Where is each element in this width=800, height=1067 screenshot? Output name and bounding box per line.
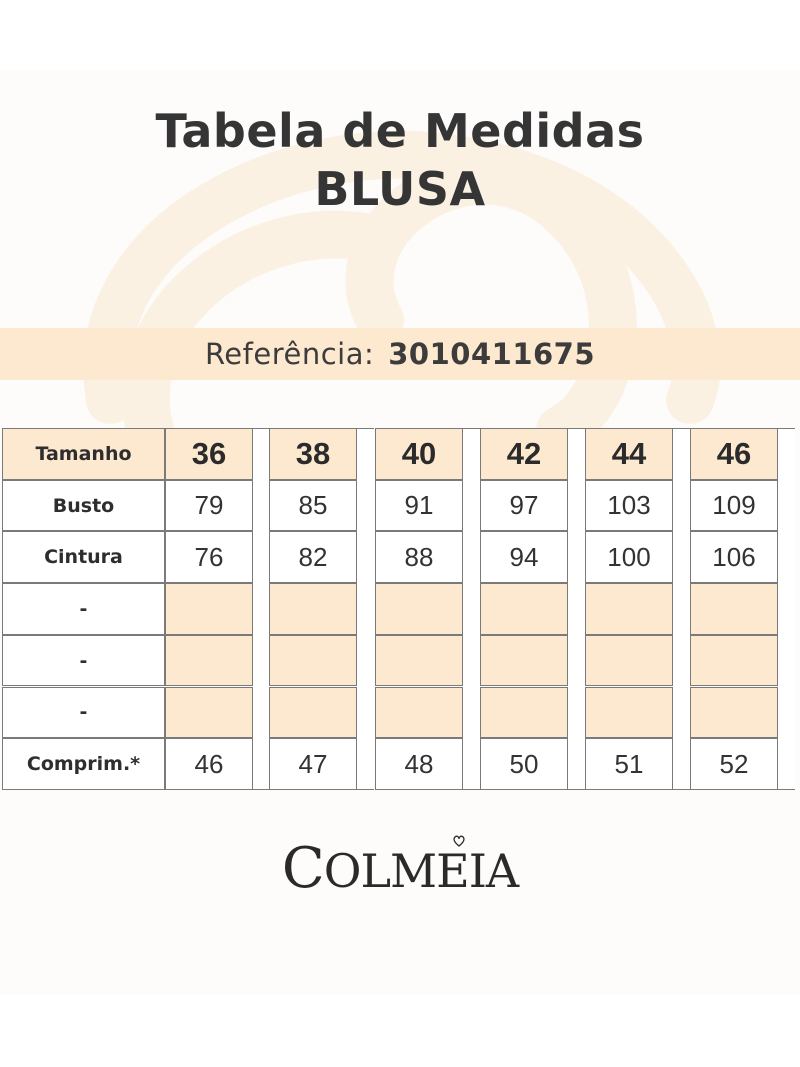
measure-value [690,583,778,635]
measure-value [375,583,463,635]
measure-value: 106 [690,531,778,583]
measure-label: - [2,687,165,739]
measure-value: 88 [375,531,463,583]
measure-label: - [2,583,165,635]
measure-value [269,583,357,635]
measure-value: 103 [585,480,673,532]
measure-value: 46 [165,738,253,790]
column-gap [778,428,795,790]
measure-label: Cintura [2,531,165,583]
size-header-cell: 44 [585,428,673,480]
column-gap [253,428,270,790]
measure-value [269,635,357,687]
measure-value [269,687,357,739]
measure-value [585,635,673,687]
measure-value: 51 [585,738,673,790]
size-header-cell: 46 [690,428,778,480]
measure-value [165,687,253,739]
measure-value [585,687,673,739]
measure-value [480,583,568,635]
measure-value: 50 [480,738,568,790]
column-gap [673,428,690,790]
measure-value: 48 [375,738,463,790]
logo-letter: C [281,836,324,901]
logo-letters: OLM [323,844,437,898]
measure-value: 94 [480,531,568,583]
heart-icon [452,834,466,848]
logo-letter-a: A [485,844,519,898]
reference-value: 3010411675 [388,337,596,371]
measure-value: 52 [690,738,778,790]
reference-label: Referência: [204,337,375,371]
measure-value: 79 [165,480,253,532]
measure-value [480,687,568,739]
size-header-cell: 36 [165,428,253,480]
measure-value: 109 [690,480,778,532]
measure-value: 97 [480,480,568,532]
measure-value: 91 [375,480,463,532]
size-header-cell: 38 [269,428,357,480]
measure-value [165,583,253,635]
measure-label: Comprim.* [2,738,165,790]
product-type: BLUSA [314,162,486,216]
measure-label: - [2,635,165,687]
measure-value [480,635,568,687]
measure-value: 82 [269,531,357,583]
logo-letter-i: I [468,844,486,898]
column-gap [357,428,374,790]
measure-value: 100 [585,531,673,583]
measure-value [690,635,778,687]
measure-label: Busto [2,480,165,532]
measure-value [165,635,253,687]
measure-value [375,635,463,687]
measure-value: 47 [269,738,357,790]
measure-value: 85 [269,480,357,532]
page-title: Tabela de Medidas [155,104,645,158]
measure-value: 76 [165,531,253,583]
measure-value [690,687,778,739]
measure-value [585,583,673,635]
measure-value [375,687,463,739]
column-gap [568,428,585,790]
size-header-cell: 42 [480,428,568,480]
size-header-label: Tamanho [2,428,165,480]
size-header-cell: 40 [375,428,463,480]
brand-logo [0,836,800,901]
logo-letter-e: E [436,844,469,898]
column-gap [463,428,480,790]
